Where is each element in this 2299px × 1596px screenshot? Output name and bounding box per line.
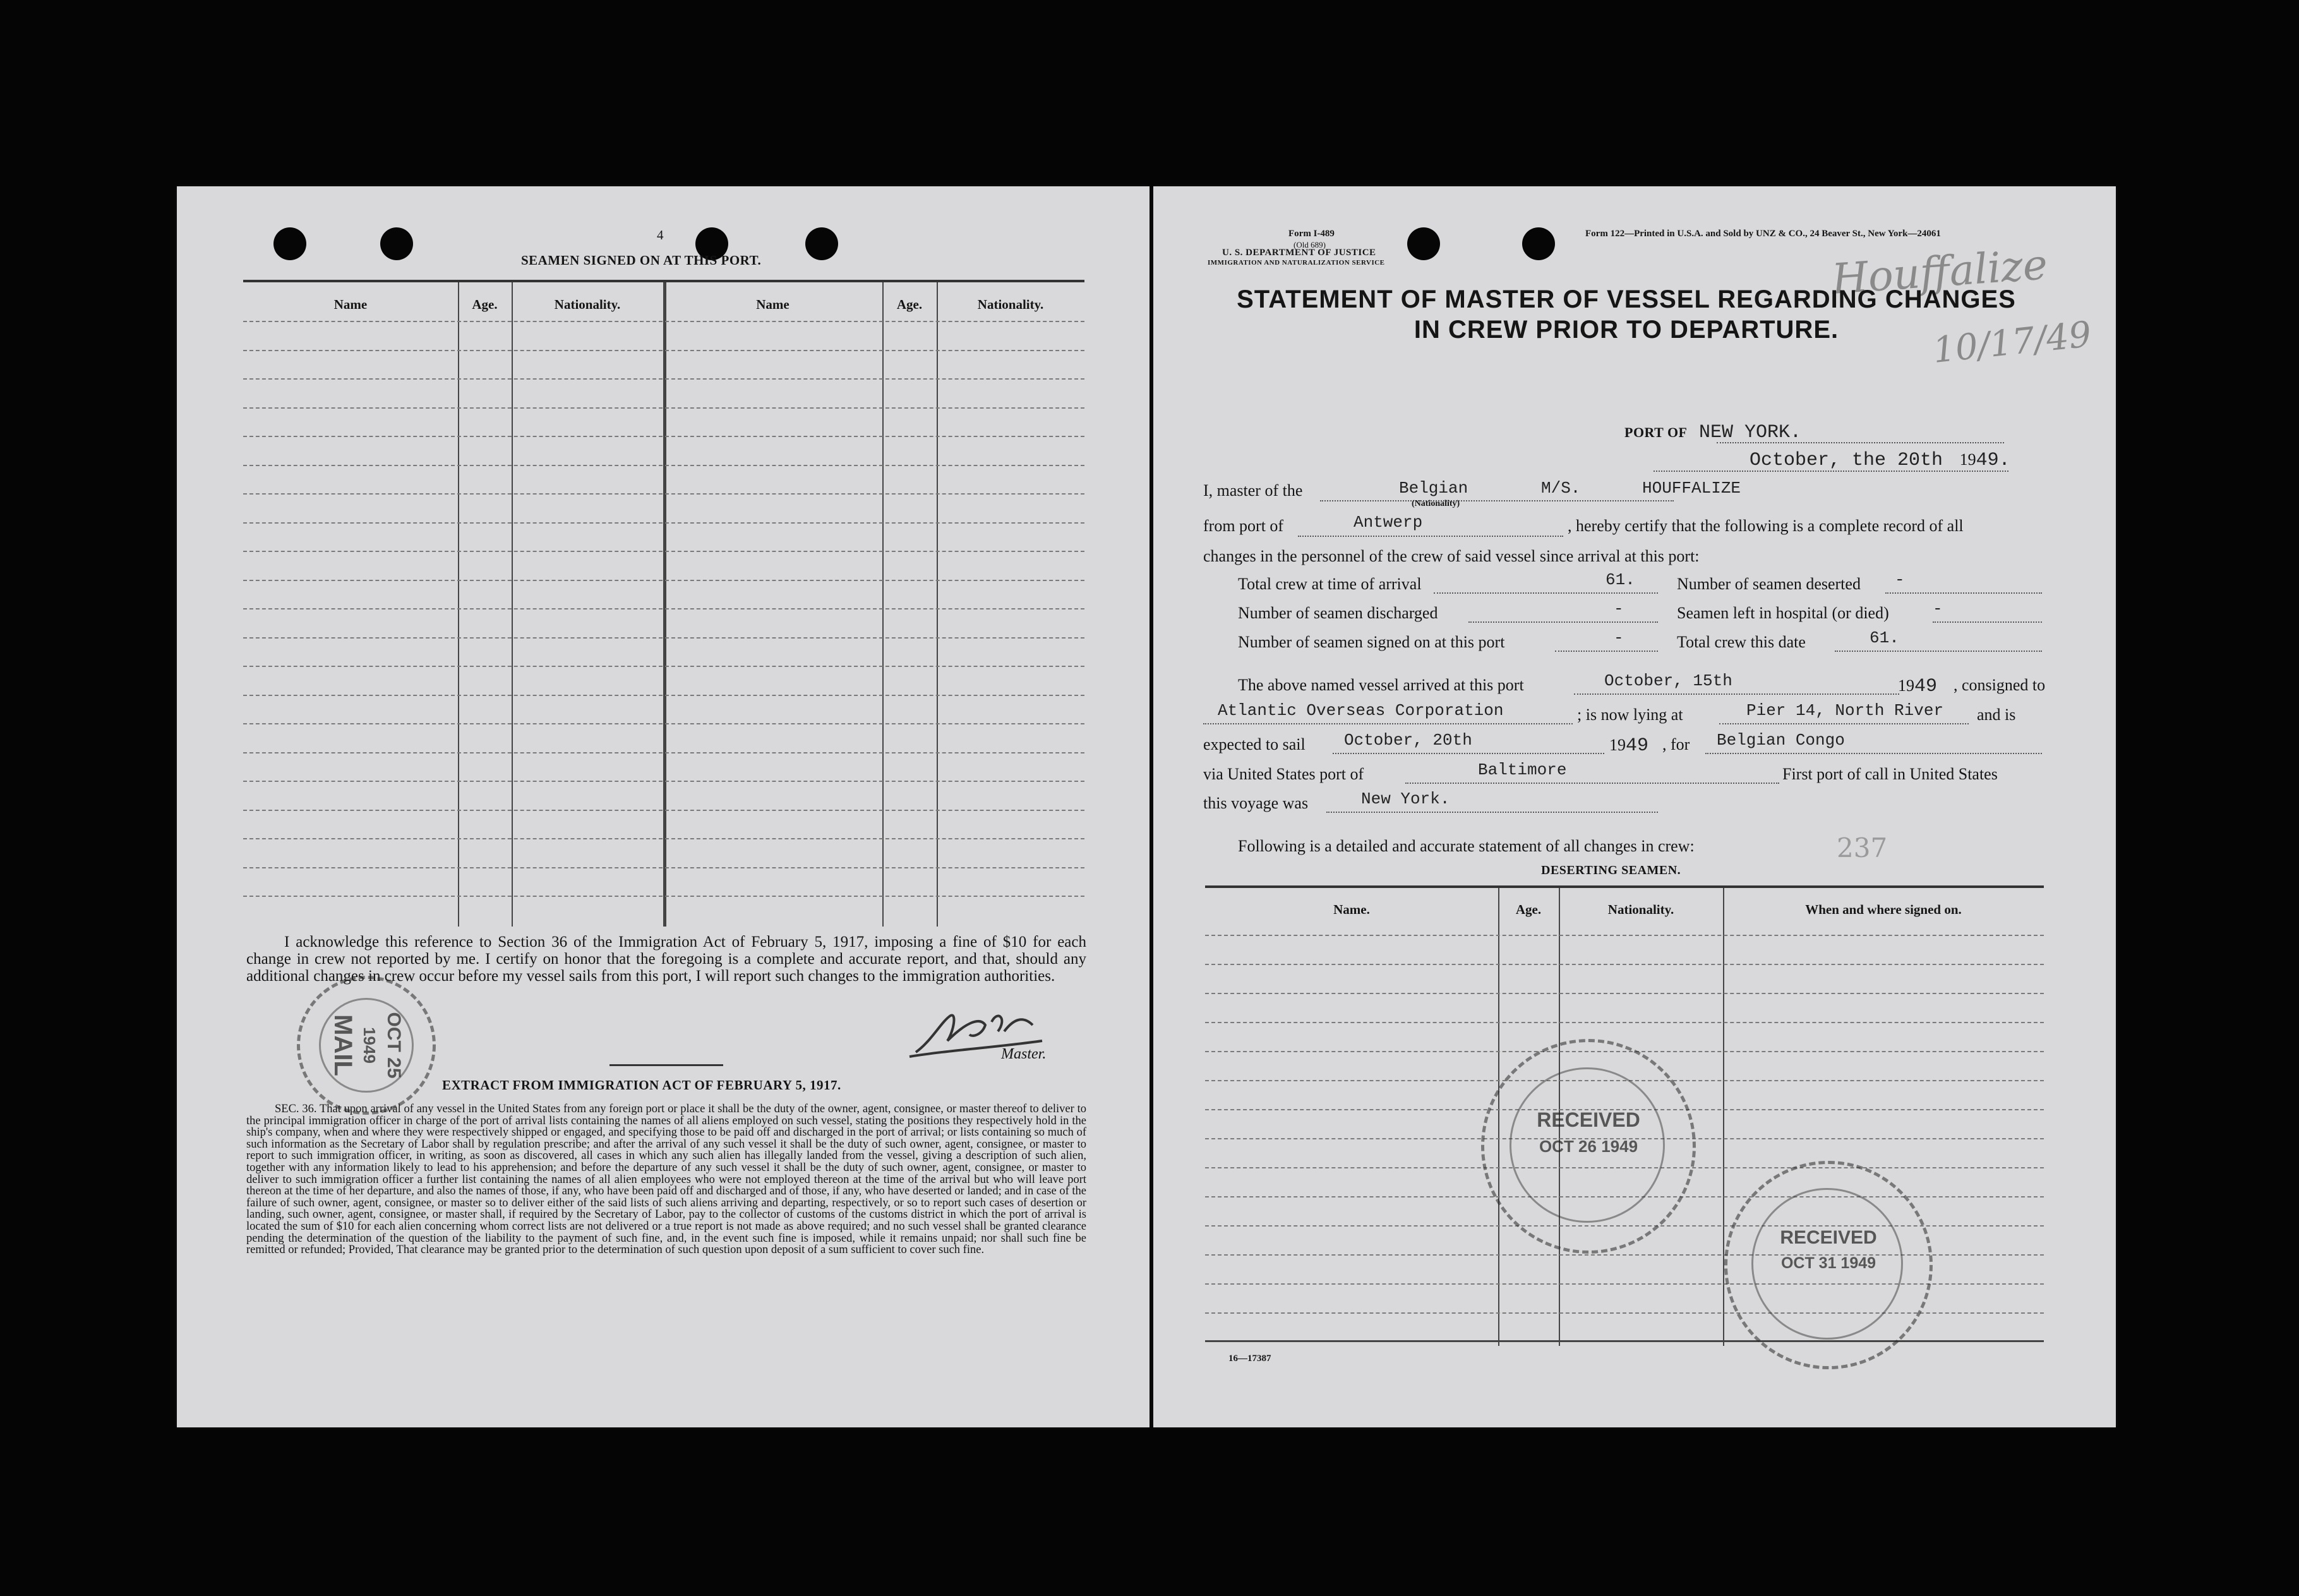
voyage-value: New York. xyxy=(1361,789,1450,808)
deserting-seamen-title: DESERTING SEAMEN. xyxy=(1541,863,1681,877)
punch-hole xyxy=(380,227,413,260)
table-row xyxy=(243,436,1084,437)
column-header-age: Age. xyxy=(1515,902,1542,917)
stat-label: Number of seamen discharged xyxy=(1238,604,1438,622)
arrived-label: The above named vessel arrived at this port xyxy=(1238,676,1524,694)
stat-value: 61. xyxy=(1606,570,1635,589)
stat-label: Number of seamen deserted xyxy=(1677,575,1861,593)
department-name: U. S. DEPARTMENT OF JUSTICE xyxy=(1222,248,1376,258)
master-row xyxy=(1203,481,1302,500)
column-header-nationality: Nationality. xyxy=(977,297,1044,312)
stat-label: Total crew this date xyxy=(1677,633,1806,651)
table-row xyxy=(243,493,1084,495)
from-port-value: Antwerp xyxy=(1354,513,1423,532)
signature-caption: Master. xyxy=(1001,1046,1047,1062)
date-row xyxy=(1750,450,2010,471)
table-row xyxy=(243,723,1084,724)
printer-note: Form 122—Printed in U.S.A. and Sold by UNZ & CO., 24 Beaver St., New York—24061 xyxy=(1585,229,1941,239)
handwritten-vessel-name: Houffalize xyxy=(1830,240,2050,304)
vessel-type: M/S. xyxy=(1541,479,1581,498)
consignee-value: Atlantic Overseas Corporation xyxy=(1218,701,1504,720)
certify-text: , hereby certify that the following is a complete record of all xyxy=(1568,517,1964,535)
mail-postmark-stamp xyxy=(297,976,436,1115)
handwritten-number: 237 xyxy=(1837,832,1888,863)
extract-title: EXTRACT FROM IMMIGRATION ACT OF FEBRUARY 5, 1917. xyxy=(442,1077,841,1093)
table-row xyxy=(243,350,1084,351)
table-row xyxy=(243,522,1084,524)
voyage-label: this voyage was xyxy=(1203,794,1309,812)
first-call-label: First port of call in United States xyxy=(1782,765,1998,783)
from-port-label: from port of xyxy=(1203,517,1284,535)
stamp-word: RECEIVED xyxy=(1537,1108,1640,1131)
following-text: Following is a detailed and accurate statement of all changes in crew: xyxy=(1238,837,1695,855)
via-value: Baltimore xyxy=(1478,760,1567,779)
table-row xyxy=(243,867,1084,868)
table-row xyxy=(1205,964,2044,965)
nationality-value: Belgian xyxy=(1399,479,1468,498)
received-stamp xyxy=(1481,1039,1696,1254)
table-row xyxy=(243,666,1084,667)
stat-value: - xyxy=(1614,599,1624,618)
table-row xyxy=(243,810,1084,811)
form-number: Form I-489 xyxy=(1288,229,1335,239)
column-header-age: Age. xyxy=(896,297,923,312)
extract-text: SEC. 36. That upon arrival of any vessel in the United States from any foreign port or place it shall be the duty of the owner, agent, consignee, or master thereof to deliver to the principal immigration officer in charge of the port of arrival lists containing the names of all aliens employed on such vessel, stating the positions they respectively hold in the ship's company, when and where they were respectively shipped or engaged, and specifying those to be paid off and discharged in the port of arrival; or lists containing so much of such information as the Secretary of Labor shall by regulation prescribe; and after the arrival of any such vessel it shall be the duty of such owner, agent, consignee, or master to report to such immigration officer, in writing, as soon as discovered, all cases in which any such alien has illegally landed from the vessel, giving a description of such alien, together with any information likely to lead to his apprehension; and before the departure of any such vessel it shall be the duty of such owner, agent, consignee, or master to deliver to such immigration officer a further list containing the names of all alien employees who were not employed thereon at the time of the arrival but who will leave port thereon at the time of her departure, and also the names of those, if any, who have been paid off and discharged and of those, if any, who have deserted or landed; and in case of the failure of such owner, agent, consignee, or master so to deliver either of the said lists of such aliens arriving and departing, respectively, or so to report such cases of desertion or landing, such owner, agent, consignee, or master shall, if required by the Secretary of Labor, pay to the collector of customs of the customs district in which the port of arrival is located the sum of $10 for each alien concerning whom correct lists are not delivered or a true report is not made as above required; and no such vessel shall be granted clearance pending the determination of the question of the liability to the payment of such fine, and, in the event such fine is imposed, while it remains unpaid; nor shall such fine be remitted or refunded; Provided, That clearance may be granted prior to the determination of such question upon deposit of a sum sufficient to cover such fine. xyxy=(246,1103,1086,1257)
table-row xyxy=(243,695,1084,696)
stamp-year: 1949 xyxy=(360,1027,379,1064)
table-row xyxy=(243,551,1084,552)
stamp-word: MAIL xyxy=(329,1014,357,1076)
footer-code: 16—17387 xyxy=(1228,1353,1271,1364)
acknowledgement-text: I acknowledge this reference to Section 36 of the Immigration Act of February 5, 1917, imposing a fine of $10 for each change in crew not reported by me. I certify on honor that the foregoing is a complete and accurate report, and that, should any additional changes in crew occur before my vessel sails from this port, I will report such changes to the immigration authorities. xyxy=(246,933,1086,985)
table-row xyxy=(243,321,1084,322)
lying-label: ; is now lying at xyxy=(1577,705,1683,724)
punch-hole xyxy=(273,227,306,260)
table-row xyxy=(243,838,1084,839)
stat-value: 61. xyxy=(1870,628,1899,647)
punch-hole xyxy=(1407,227,1440,260)
handwritten-date: 10/17/49 xyxy=(1931,314,2094,371)
form-old-number: (Old 689) xyxy=(1294,240,1326,249)
table-row xyxy=(243,465,1084,466)
stamp-date: OCT 26 1949 xyxy=(1539,1137,1638,1156)
form-title-line-2: IN CREW PRIOR TO DEPARTURE. xyxy=(1414,316,1839,344)
nationality-caption: (Nationality) xyxy=(1412,499,1460,508)
form-title xyxy=(1200,284,2053,345)
punch-hole xyxy=(1522,227,1555,260)
column-header-name: Name xyxy=(756,297,789,312)
seamen-signed-table xyxy=(243,280,1084,927)
service-name: IMMIGRATION AND NATURALIZATION SERVICE xyxy=(1208,259,1385,267)
stamp-word: RECEIVED xyxy=(1780,1227,1877,1248)
consigned-label: , consigned to xyxy=(1954,676,2046,694)
column-header-nationality: Nationality. xyxy=(554,297,621,312)
and-is-text: and is xyxy=(1977,705,2016,724)
port-row xyxy=(1624,422,1801,443)
table-row xyxy=(243,608,1084,609)
stat-value: - xyxy=(1895,570,1905,589)
received-stamp xyxy=(1724,1161,1933,1369)
stat-value: - xyxy=(1933,599,1943,618)
sail-value: October, 20th xyxy=(1344,731,1472,750)
arrived-year: 1949 xyxy=(1898,676,1938,697)
table-row xyxy=(243,407,1084,409)
sail-label: expected to sail xyxy=(1203,735,1306,753)
stamp-date: OCT 25 xyxy=(383,1012,404,1079)
column-header-name: Name xyxy=(333,297,368,312)
page-number: 4 xyxy=(657,227,664,243)
vessel-name: HOUFFALIZE xyxy=(1642,479,1741,498)
stamp-date: OCT 31 1949 xyxy=(1780,1254,1876,1272)
table-row xyxy=(1205,935,2044,936)
for-label: , for xyxy=(1662,735,1690,753)
table-row xyxy=(243,752,1084,753)
column-header-when-where: When and where signed on. xyxy=(1805,902,1962,917)
table-row xyxy=(243,378,1084,380)
stat-label: Number of seamen signed on at this port xyxy=(1238,633,1505,651)
port-value: NEW YORK. xyxy=(1699,422,1802,443)
date-value: October, the 20th xyxy=(1750,450,1943,471)
port-label: PORT OF xyxy=(1624,424,1688,440)
section-title: SEAMEN SIGNED ON AT THIS PORT. xyxy=(521,253,762,268)
column-header-nationality: Nationality. xyxy=(1607,902,1674,917)
stat-value: - xyxy=(1614,628,1624,647)
sail-year: 1949 xyxy=(1609,735,1649,757)
stat-label: Seamen left in hospital (or died) xyxy=(1677,604,1889,622)
year-value: 49. xyxy=(1976,450,2010,471)
changes-text: changes in the personnel of the crew of said vessel since arrival at this port: xyxy=(1203,547,1700,565)
punch-hole xyxy=(805,227,838,260)
table-row xyxy=(243,637,1084,639)
pier-value: Pier 14, North River xyxy=(1746,701,1944,720)
destination-value: Belgian Congo xyxy=(1717,731,1845,750)
table-row xyxy=(243,896,1084,897)
table-row xyxy=(243,580,1084,581)
via-label: via United States port of xyxy=(1203,765,1364,783)
column-header-name: Name. xyxy=(1333,902,1370,917)
divider xyxy=(609,1064,723,1066)
table-row xyxy=(1205,1022,2044,1023)
table-row xyxy=(1205,993,2044,994)
year-prefix: 19 xyxy=(1959,450,1976,469)
form-title-line-1: STATEMENT OF MASTER OF VESSEL REGARDING CHANGES xyxy=(1237,285,2016,313)
column-header-age: Age. xyxy=(472,297,498,312)
arrived-value: October, 15th xyxy=(1604,671,1732,690)
table-row xyxy=(243,781,1084,782)
stat-label: Total crew at time of arrival xyxy=(1238,575,1422,593)
master-label: I, master of the xyxy=(1203,481,1303,500)
